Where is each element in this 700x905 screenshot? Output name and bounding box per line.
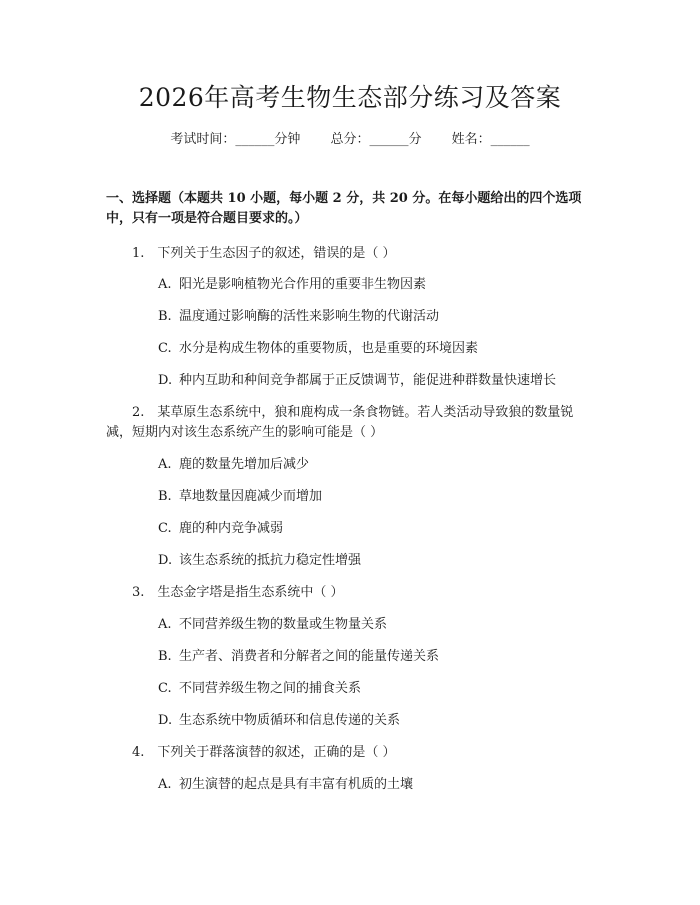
question-1-option-a (158, 275, 598, 295)
option-letter: B. (158, 649, 172, 664)
question-text: 某草原生态系统中，狼和鹿构成一条食物链。若人类活动导致狼的数量锐减，短期内对该生态系统产生的影响可能是（ ） (106, 405, 574, 440)
option-text: 草地数量因鹿减少而增加 (179, 489, 323, 504)
question-2-stem (106, 403, 598, 443)
option-text: 鹿的数量先增加后减少 (179, 457, 310, 472)
option-letter: A. (158, 617, 172, 632)
question-1-option-b (158, 307, 598, 327)
question-text: 下列关于群落演替的叙述，正确的是（ ） (157, 745, 396, 760)
question-number: 4. (132, 745, 145, 760)
option-text: 不同营养级生物之间的捕食关系 (179, 681, 362, 696)
option-text: 水分是构成生物体的重要物质，也是重要的环境因素 (179, 341, 479, 356)
option-text: 温度通过影响酶的活性来影响生物的代谢活动 (179, 309, 440, 324)
option-text: 生产者、消费者和分解者之间的能量传递关系 (179, 649, 440, 664)
option-text: 初生演替的起点是具有丰富有机质的土壤 (179, 777, 414, 792)
option-letter: D. (158, 553, 173, 568)
question-number: 3. (132, 585, 145, 600)
option-letter: B. (158, 309, 172, 324)
option-letter: A. (158, 777, 172, 792)
question-3-stem (106, 583, 598, 603)
option-letter: C. (158, 521, 172, 536)
question-text: 生态金字塔是指生态系统中（ ） (157, 585, 344, 600)
question-2-option-d (158, 551, 598, 571)
student-name-field: 姓名：______ (451, 132, 530, 147)
question-4-option-a (158, 775, 598, 795)
question-number: 1. (132, 246, 145, 261)
question-3-option-d (158, 711, 598, 731)
total-score-field: 总分：______分 (330, 132, 422, 147)
question-4-stem (106, 743, 598, 763)
question-3-option-c (158, 679, 598, 699)
option-text: 该生态系统的抵抗力稳定性增强 (179, 553, 362, 568)
option-letter: D. (158, 713, 173, 728)
option-letter: A. (158, 277, 172, 292)
exam-info-row (0, 130, 700, 150)
option-text: 不同营养级生物的数量或生物量关系 (179, 617, 388, 632)
question-1-option-d (158, 371, 598, 391)
question-1-option-c (158, 339, 598, 359)
section-header-choice: 一、选择题（本题共 10 小题，每小题 2 分，共 20 分。在每小题给出的四个选项中，只有一项是符合题目要求的。） (106, 191, 582, 226)
question-3-option-a (158, 615, 598, 635)
option-letter: C. (158, 341, 172, 356)
question-2-option-c (158, 519, 598, 539)
option-text: 生态系统中物质循环和信息传递的关系 (179, 713, 401, 728)
option-letter: C. (158, 681, 172, 696)
option-text: 阳光是影响植物光合作用的重要非生物因素 (179, 277, 427, 292)
question-3-option-b (158, 647, 598, 667)
question-text: 下列关于生态因子的叙述，错误的是（ ） (157, 246, 396, 261)
option-letter: D. (158, 373, 173, 388)
question-2-option-a (158, 455, 598, 475)
option-letter: A. (158, 457, 172, 472)
question-1-stem (106, 244, 598, 264)
option-letter: B. (158, 489, 172, 504)
question-2-option-b (158, 487, 598, 507)
option-text: 种内互助和种间竞争都属于正反馈调节，能促进种群数量快速增长 (179, 373, 557, 388)
exam-time-field: 考试时间：______分钟 (170, 132, 301, 147)
option-text: 鹿的种内竞争减弱 (179, 521, 284, 536)
document-title: 2026年高考生物生态部分练习及答案 (138, 83, 562, 112)
question-number: 2. (132, 405, 145, 420)
